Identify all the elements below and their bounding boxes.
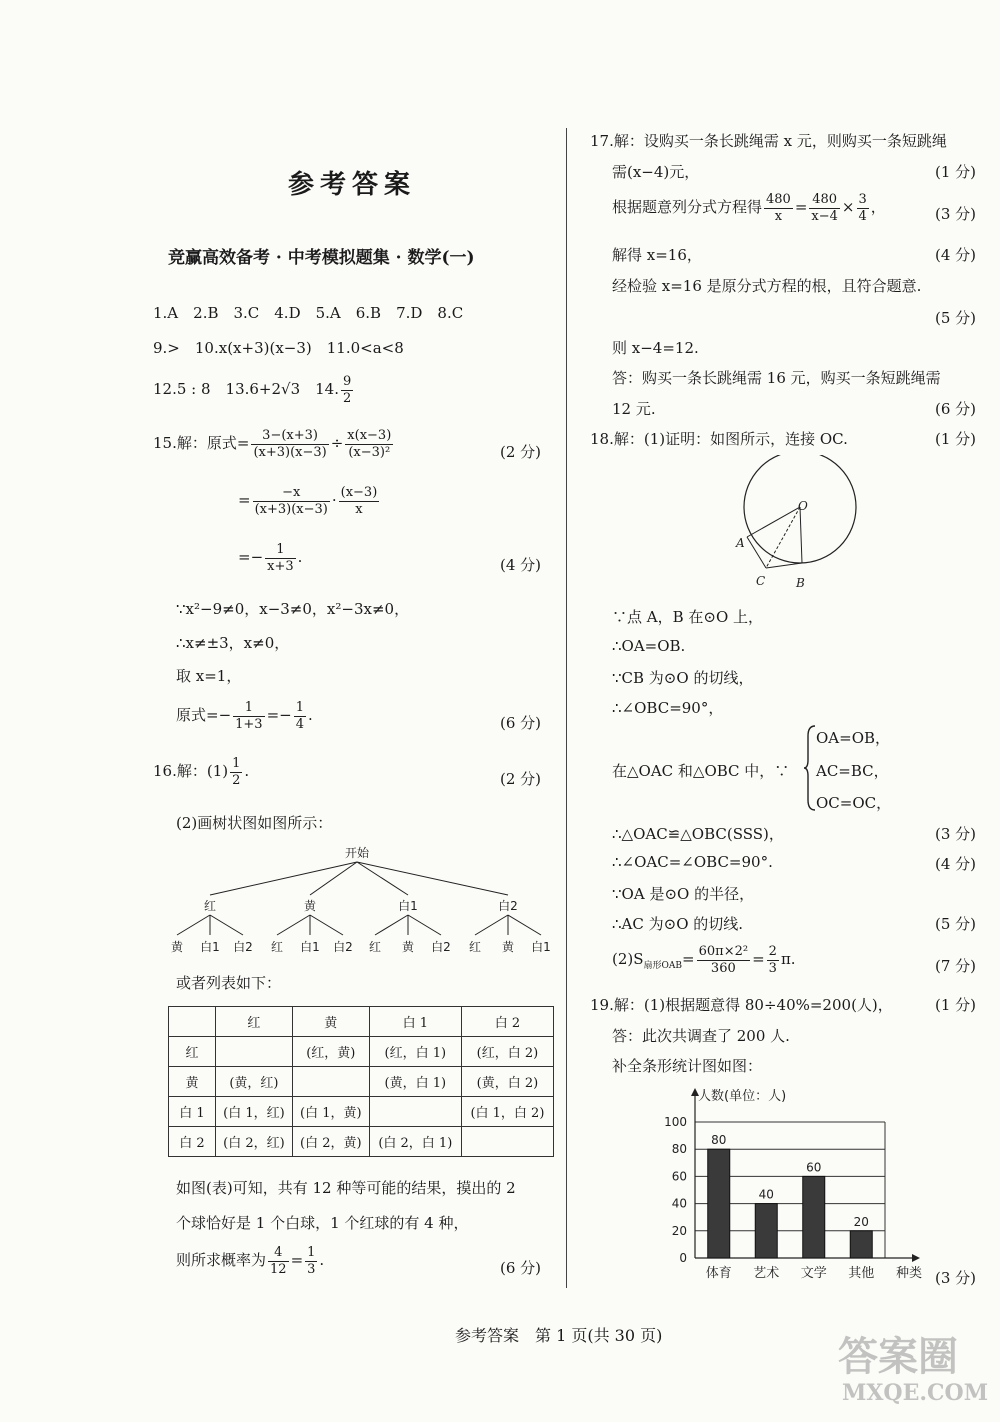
chart-ticks — [664, 1115, 687, 1265]
score-label: (4 分) — [935, 246, 977, 264]
tree-node: 白2 — [498, 899, 518, 913]
table-cell — [292, 1067, 369, 1097]
q18-system-1: OA=OB， — [816, 729, 891, 747]
point-label-c: C — [756, 574, 766, 588]
q16-summary2: 个球恰好是 1 个白球，1 个红球的有 4 种， — [176, 1214, 469, 1232]
x-tick-label: 文学 — [800, 1266, 827, 1281]
table-cell: (黄，红) — [216, 1067, 293, 1097]
tree-leaf: 白2 — [431, 940, 451, 954]
table-cell: (黄，白 2) — [461, 1067, 553, 1097]
q18-step5: ∴△OAC≌△OBC(SSS)， — [612, 825, 784, 843]
q18-line1: 18.解：(1)证明：如图所示，连接 OC. — [590, 430, 848, 448]
tree-leaf: 红 — [270, 940, 284, 954]
answers-12-14-text: 12.5 : 8 13.6+2√3 14. — [153, 380, 339, 399]
q18-step7: ∵OA 是⊙O 的半径， — [612, 885, 755, 903]
q17-solve: 解得 x=16， — [612, 246, 702, 264]
q17-check: 经检验 x=16 是原分式方程的根，且符合题意. — [612, 277, 922, 295]
fraction: $\frac{9}{2}$ — [343, 374, 352, 406]
bar-value-label: 40 — [758, 1187, 774, 1202]
bar-value-label: 80 — [711, 1133, 727, 1148]
watermark-logo: 答案圈 — [838, 1333, 958, 1380]
tree-leaf: 黄 — [170, 940, 184, 954]
score-label: (2 分) — [500, 770, 542, 788]
chart-ylabel: 人数(单位：人) — [698, 1089, 787, 1104]
bar-value-label: 20 — [853, 1214, 869, 1229]
q15-condition1: ∵x²−9≠0，x−3≠0，x²−3x≠0， — [176, 600, 410, 618]
table-cell: 红 — [216, 1007, 293, 1037]
table-cell: (红，白 1) — [369, 1037, 461, 1067]
chart-bars — [708, 1133, 873, 1258]
tree-leaf: 白2 — [333, 940, 353, 954]
q18-system-3: OC=OC， — [816, 794, 892, 812]
outcome-table — [168, 1006, 554, 1157]
bar — [803, 1176, 825, 1258]
tree-leaf: 白1 — [300, 940, 320, 954]
score-label: (1 分) — [935, 163, 977, 181]
tree-node: 白1 — [398, 899, 418, 913]
q18-step8: ∴AC 为⊙O 的切线. — [612, 915, 744, 933]
bar — [755, 1204, 777, 1258]
q16-summary1: 如图(表)可知，共有 12 种等可能的结果，摸出的 2 — [176, 1179, 516, 1197]
q18-step4: ∴∠OBC=90°， — [612, 699, 724, 717]
q16-tree-intro: (2)画树状图如图所示： — [176, 814, 333, 832]
q18-step1: ∵点 A，B 在⊙O 上， — [612, 608, 764, 626]
q19-line1: 19.解：(1)根据题意得 80÷40%=200(人)， — [590, 996, 893, 1014]
q17-then: 则 x−4=12. — [612, 339, 699, 357]
section-title: 竞赢高效备考 · 中考模拟题集 · 数学(一) — [168, 248, 475, 268]
chart-categories — [706, 1265, 875, 1281]
bar — [850, 1231, 872, 1258]
table-row — [169, 1097, 554, 1127]
score-label: (3 分) — [935, 205, 977, 223]
score-label: (3 分) — [935, 1269, 977, 1287]
x-tick-label: 艺术 — [753, 1266, 780, 1281]
tree-leaf: 白2 — [233, 940, 253, 954]
tree-leaf: 黄 — [501, 940, 515, 954]
table-cell — [461, 1127, 553, 1157]
q15-line2: = $\frac{-x}{(x+3)(x-3)}$ · $\frac{(x-3)}{x}$ — [238, 485, 378, 517]
page-footer: 参考答案 第 1 页(共 30 页) — [455, 1326, 663, 1345]
q18-area: $(2)S_{扇形OAB}=$ $\frac{\text{60π×2²}}{360}$ = $\frac{2}{3}$ π. — [612, 944, 796, 976]
y-tick-label: 20 — [671, 1223, 687, 1238]
circle-figure — [730, 455, 865, 595]
tree-diagram — [160, 840, 555, 960]
q17-line2: 需(x−4)元， — [612, 163, 700, 181]
table-cell: (红，黄) — [292, 1037, 369, 1067]
q15-result: 原式=− $\frac{1}{1+3}$ =− $\frac{1}{4}$ . — [176, 700, 313, 732]
bar-chart — [640, 1080, 940, 1290]
table-cell: (白 2，白 1) — [369, 1127, 461, 1157]
q16-line1: 16.解：(1) $\frac{1}{2}$ . — [153, 756, 250, 788]
table-cell — [369, 1097, 461, 1127]
score-label: (4 分) — [935, 855, 977, 873]
x-tick-label: 其他 — [848, 1266, 875, 1281]
y-tick-label: 100 — [664, 1115, 687, 1129]
q16-summary3: 则所求概率为 $\frac{4}{12}$ = $\frac{1}{3}$ . — [176, 1245, 325, 1277]
bar-value-label: 60 — [806, 1160, 822, 1175]
tree-node: 黄 — [303, 899, 317, 913]
q17-line1: 17.解：设购买一条长跳绳需 x 元，则购买一条短跳绳 — [590, 132, 947, 150]
y-tick-label: 40 — [671, 1196, 687, 1211]
q18-step6: ∴∠OAC=∠OBC=90°. — [612, 853, 773, 871]
table-cell — [216, 1037, 293, 1067]
table-cell: 白 2 — [169, 1127, 216, 1157]
score-label: (7 分) — [935, 957, 977, 975]
watermark-url: MXQE.COM — [842, 1380, 989, 1406]
table-cell: 白 1 — [369, 1007, 461, 1037]
q19-line2: 答：此次共调查了 200 人. — [612, 1027, 790, 1045]
table-cell: (白 1，黄) — [292, 1097, 369, 1127]
tree-leaf: 黄 — [401, 940, 415, 954]
q18-step3: ∵CB 为⊙O 的切线， — [612, 669, 754, 687]
q17-equation: 根据题意列分式方程得 $\frac{480}{x}$ = $\frac{480}{x-4}$ × $\frac{3}{4}$ ， — [612, 192, 886, 224]
tree-root: 开始 — [344, 846, 370, 860]
q18-step2: ∴OA=OB. — [612, 637, 686, 655]
table-cell: (白 1，红) — [216, 1097, 293, 1127]
table-cell: (红，白 2) — [461, 1037, 553, 1067]
q17-answer1: 答：购买一条长跳绳需 16 元，购买一条短跳绳需 — [612, 369, 941, 387]
table-header-row — [169, 1007, 554, 1037]
table-cell: (白 2，黄) — [292, 1127, 369, 1157]
table-row — [169, 1037, 554, 1067]
answers-12-14 — [153, 374, 355, 406]
q15-line1: 15.解：原式= $\frac{3-(x+3)}{(x+3)(x-3)}$ ÷ $\frac{x(x-3)}{\text{(x−3)²}}$ — [153, 428, 392, 460]
q18-system-2: AC=BC， — [816, 762, 889, 780]
page-title: 参考答案 — [288, 170, 417, 200]
table-cell: 红 — [169, 1037, 216, 1067]
score-label: (4 分) — [500, 556, 542, 574]
score-label: (5 分) — [935, 915, 977, 933]
table-cell: 黄 — [169, 1067, 216, 1097]
q16-table-intro: 或者列表如下： — [176, 974, 282, 992]
point-label-o: O — [798, 499, 808, 513]
tree-leaf: 红 — [468, 940, 482, 954]
score-label: (1 分) — [935, 996, 977, 1014]
x-tick-label: 体育 — [705, 1266, 732, 1281]
column-divider — [566, 128, 567, 1288]
score-label: (2 分) — [500, 443, 542, 461]
score-label: (6 分) — [935, 400, 977, 418]
brace-icon — [803, 724, 817, 812]
score-label: (6 分) — [500, 1259, 542, 1277]
bar — [708, 1149, 730, 1258]
table-cell: 黄 — [292, 1007, 369, 1037]
score-label: (5 分) — [935, 309, 977, 327]
tree-leaf: 红 — [368, 940, 382, 954]
chart-xlabel: 种类 — [896, 1266, 923, 1281]
tree-leaf: 白1 — [531, 940, 551, 954]
x-axis-arrow — [912, 1254, 920, 1262]
table-cell: 白 2 — [461, 1007, 553, 1037]
q17-answer2: 12 元. — [612, 400, 656, 418]
score-label: (3 分) — [935, 825, 977, 843]
q15-condition2: ∴x≠±3，x≠0， — [176, 634, 290, 652]
q19-line3: 补全条形统计图如图： — [612, 1057, 763, 1075]
y-tick-label: 0 — [679, 1251, 687, 1265]
mc-answers: 1.A 2.B 3.C 4.D 5.A 6.B 7.D 8.C — [153, 304, 464, 322]
score-label: (1 分) — [935, 430, 977, 448]
point-label-b: B — [796, 576, 805, 590]
tree-leaf: 白1 — [200, 940, 220, 954]
table-row — [169, 1067, 554, 1097]
q15-condition3: 取 x=1， — [176, 667, 242, 685]
table-row — [169, 1127, 554, 1157]
tree-node: 红 — [203, 899, 217, 913]
y-tick-label: 80 — [671, 1142, 687, 1157]
q18-system-intro: 在△OAC 和△OBC 中，∵ — [612, 762, 790, 780]
answers-9-11: 9.> 10.x(x+3)(x−3) 11.0<a<8 — [153, 339, 404, 357]
table-cell: 白 1 — [169, 1097, 216, 1127]
q15-line3: =− $\frac{1}{x+3}$ . — [238, 542, 303, 574]
score-label: (6 分) — [500, 714, 542, 732]
point-label-a: A — [736, 536, 745, 550]
table-cell: (白 1，白 2) — [461, 1097, 553, 1127]
table-cell: (黄，白 1) — [369, 1067, 461, 1097]
table-cell: (白 2，红) — [216, 1127, 293, 1157]
y-tick-label: 60 — [671, 1169, 687, 1184]
table-cell — [169, 1007, 216, 1037]
